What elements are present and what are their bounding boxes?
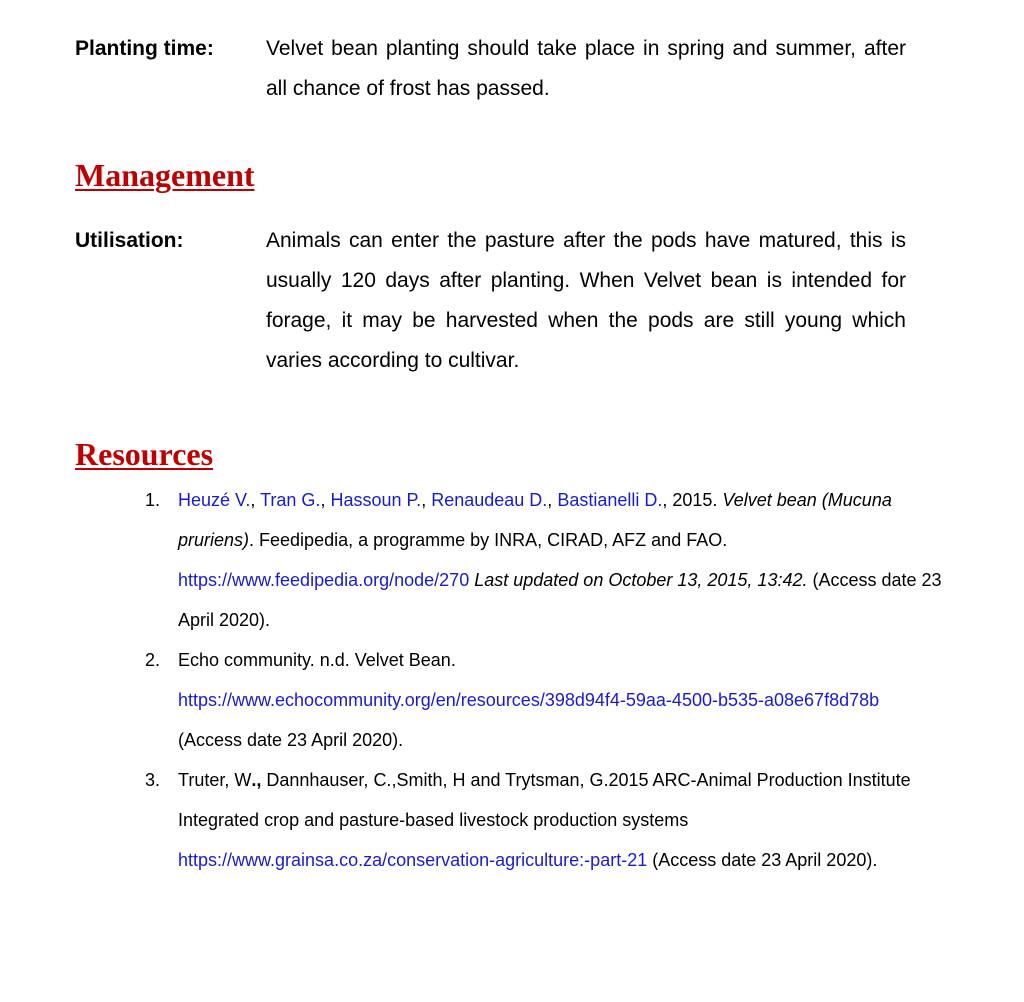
reference-text-b: ., xyxy=(251,770,262,790)
author-link-hassoun[interactable]: Hassoun P. xyxy=(330,490,422,510)
author-link-bastianelli[interactable]: Bastianelli D. xyxy=(557,490,663,510)
author-link-heuze[interactable]: Heuzé V. xyxy=(178,490,251,510)
reference-number: 3. xyxy=(145,770,161,790)
planting-time-label: Planting time: xyxy=(75,37,214,60)
reference-url-link[interactable]: https://www.grainsa.co.za/conservation-agriculture:-part-21 xyxy=(178,850,648,870)
reference-number: 2. xyxy=(145,650,161,670)
reference-text-a: Truter, W xyxy=(178,770,252,790)
reference-text: Echo community. n.d. Velvet Bean. xyxy=(178,650,456,670)
utilisation-text: Animals can enter the pasture after the pods have matured, this is usually 120 days after planting. When Velvet bean is intended for forage, it may be harvested when the pods are still young which varies according to cultivar. xyxy=(266,229,906,372)
resources-heading: Resources xyxy=(75,436,214,472)
reference-url-link[interactable]: https://www.echocommunity.org/en/resources/398d94f4-59aa-4500-b535-a08e67f8d78b xyxy=(178,690,880,710)
reference-item-1: 1. Heuzé V., Tran G., Hassoun P., Renaudeau D., Bastianelli D., 2015. Velvet bean (Mucuna pruriens). Feedipedia, a programme by INRA, CIRAD, AFZ and FAO. https://www.feedipedia.org/node/270 Last updated on October 13, 2015, 13:42. (Access date 23 April 2020). xyxy=(145,480,945,640)
planting-time-text: Velvet bean planting should take place in spring and summer, after all chance of frost has passed. xyxy=(266,37,906,100)
reference-item-3 xyxy=(145,760,945,880)
reference-title: Velvet bean (Mucuna pruriens) xyxy=(178,490,892,550)
author-link-renaudeau[interactable]: Renaudeau D. xyxy=(431,490,548,510)
reference-access-date: (Access date 23 April 2020). xyxy=(647,850,878,870)
utilisation-label: Utilisation: xyxy=(75,229,184,252)
reference-access-date: (Access date 23 April 2020). xyxy=(178,570,942,630)
management-heading: Management xyxy=(75,157,255,193)
reference-url-link[interactable]: https://www.feedipedia.org/node/270 xyxy=(178,570,470,590)
reference-updated: Last updated on October 13, 2015, 13:42. xyxy=(474,570,808,590)
reference-publisher: . Feedipedia, a programme by INRA, CIRAD, AFZ and FAO. xyxy=(249,530,728,550)
author-link-tran[interactable]: Tran G. xyxy=(260,490,321,510)
resources-list xyxy=(145,480,945,880)
reference-access-date: (Access date 23 April 2020). xyxy=(178,730,404,750)
reference-year: , 2015. xyxy=(662,490,723,510)
reference-text-c: Dannhauser, C.,Smith, H and Trytsman, G.2015 ARC-Animal Production Institute Integrated crop and pasture-based livestock production systems xyxy=(178,770,911,830)
reference-number: 1. xyxy=(145,490,161,510)
reference-item-2 xyxy=(145,640,945,760)
